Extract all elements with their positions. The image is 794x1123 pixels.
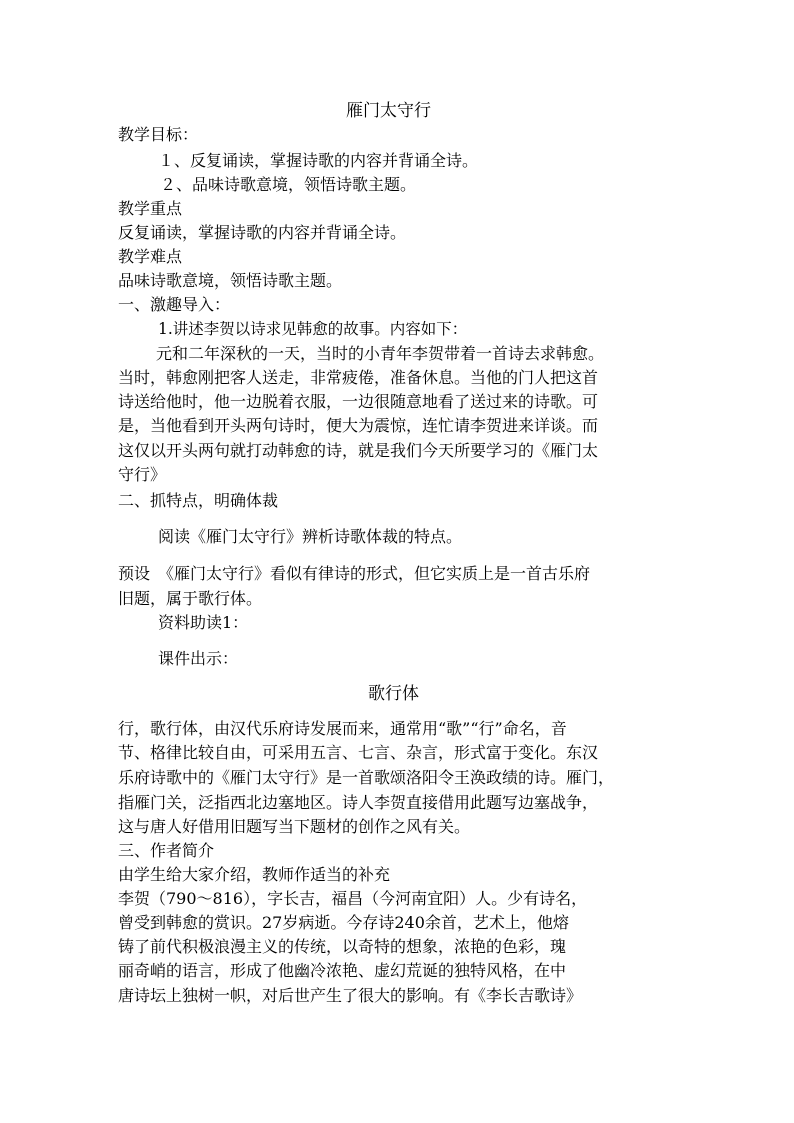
- key-point-heading: 教学重点: [118, 199, 183, 218]
- story-paragraph-line: 这仅以开头两句就打动韩愈的诗，就是我们今天所要学习的《雁门太: [118, 441, 599, 460]
- story-paragraph-line: 当时，韩愈刚把客人送走，非常疲倦，准备休息。当他的门人把这首: [118, 368, 599, 387]
- story-paragraph-line: 诗送给他时，他一边脱着衣服，一边很随意地看了送过来的诗歌。可: [118, 392, 599, 411]
- objectives-heading: 教学目标：: [118, 125, 199, 144]
- material-label: 资料助读1：: [158, 613, 249, 632]
- story-paragraph-line: 元和二年深秋的一天，当时的小青年李贺带着一首诗去求韩愈。: [156, 344, 605, 363]
- section-heading: 三、作者简介: [118, 841, 215, 860]
- preset-line: 旧题，属于歌行体。: [118, 589, 263, 608]
- difficulty-heading: 教学难点: [118, 247, 183, 266]
- genre-paragraph-line: 指雁门关，泛指西北边塞地区。诗人李贺直接借用此题写边塞战争，: [118, 793, 599, 812]
- story-paragraph-line: 是，当他看到开头两句诗时，便大为震惊，连忙请李贺进来详谈。而: [118, 416, 599, 435]
- key-point-text: 反复诵读，掌握诗歌的内容并背诵全诗。: [118, 223, 407, 242]
- bio-paragraph-line: 曾受到韩愈的赏识。27岁病逝。今存诗240余首，艺术上，他熔: [118, 913, 569, 932]
- bio-paragraph-line: 铸了前代积极浪漫主义的传统，以奇特的想象，浓艳的色彩，瑰: [118, 937, 567, 956]
- author-intro: 由学生给大家介绍，教师作适当的补充: [118, 865, 391, 884]
- objective-item: １、反复诵读，掌握诗歌的内容并背诵全诗。: [158, 151, 479, 170]
- genre-paragraph-line: 节、格律比较自由，可采用五言、七言、杂言，形式富于变化。东汉: [118, 743, 599, 762]
- genre-paragraph-line: 乐府诗歌中的《雁门太守行》是一首歌颂洛阳令王涣政绩的诗。雁门，: [118, 768, 615, 787]
- story-paragraph-line: 守行》: [118, 465, 167, 484]
- document-title: 雁门太守行: [346, 101, 431, 121]
- courseware-label: 课件出示：: [158, 649, 239, 668]
- genre-paragraph-line: 行，歌行体，由汉代乐府诗发展而来，通常用“歌”“行”命名，音: [118, 719, 567, 738]
- genre-subtitle: 歌行体: [368, 684, 419, 704]
- objective-item: ２、品味诗歌意境，领悟诗歌主题。: [160, 175, 417, 194]
- bio-paragraph-line: 丽奇峭的语言，形成了他幽冷浓艳、虚幻荒诞的独特风格，在中: [118, 961, 567, 980]
- section-heading: 一、激趣导入：: [118, 295, 231, 314]
- preset-line: 预设 《雁门太守行》看似有律诗的形式，但它实质上是一首古乐府: [118, 564, 591, 583]
- bio-paragraph-line: 李贺（790～816），字长吉，福昌（今河南宜阳）人。少有诗名，: [118, 889, 588, 908]
- genre-paragraph-line: 这与唐人好借用旧题写当下题材的创作之风有关。: [118, 817, 471, 836]
- bio-paragraph-line: 唐诗坛上独树一帜，对后世产生了很大的影响。有《李长吉歌诗》: [118, 986, 583, 1005]
- difficulty-text: 品味诗歌意境，领悟诗歌主题。: [118, 271, 343, 290]
- section-heading: 二、抓特点，明确体裁: [118, 491, 279, 510]
- section-item: 1.讲述李贺以诗求见韩愈的故事。内容如下：: [158, 320, 468, 338]
- reading-task: 阅读《雁门太守行》辨析诗歌体裁的特点。: [158, 527, 463, 546]
